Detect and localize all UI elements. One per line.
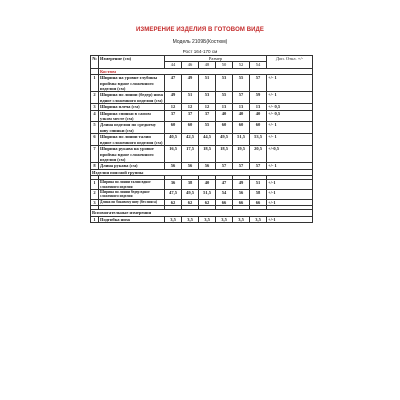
row-value: 49,5 (182, 189, 199, 199)
row-tolerance: +/- 1 (267, 92, 313, 104)
row-value: 12 (182, 104, 199, 110)
table-row (91, 134, 313, 146)
section-title-costume: Костюм (99, 68, 313, 74)
row-measure-label: Ширина рукава на уровне проймы вдное сложенного изделия (см) (99, 146, 165, 163)
row-value: 3,5 (182, 216, 199, 222)
row-tolerance: +/- 1 (267, 75, 313, 92)
row-measure-label: Ширина по линии талии вдное сложенного изделия (99, 180, 165, 190)
row-tolerance: +/- 1 (267, 122, 313, 134)
row-measure-label: Длина изделия по среднему шву спинки (см) (99, 122, 165, 134)
table-row (91, 122, 313, 134)
row-measure-label: Ширина плеча (см) (99, 104, 165, 110)
row-tolerance: +/-1 (267, 216, 313, 222)
row-value: 47 (216, 180, 233, 190)
table-row (91, 146, 313, 163)
row-value: 17,5 (182, 146, 199, 163)
row-value: 36 (165, 180, 182, 190)
row-value: 40,5 (165, 134, 182, 146)
row-value: 66 (216, 199, 233, 205)
row-number: 1 (91, 180, 99, 190)
row-value: 3,5 (165, 216, 182, 222)
row-value: 37 (182, 110, 199, 122)
row-tolerance: +/-1 (267, 189, 313, 199)
row-measure-label: Ширина по линии бедер вдное сложенного изделия (99, 189, 165, 199)
row-number: 3 (91, 104, 99, 110)
row-measure-label: Ширина по линии талии вдное сложенного изделия (см) (100, 134, 163, 145)
row-number: 2 (91, 189, 99, 199)
doc-title: ИЗМЕРЕНИЕ ИЗДЕЛИЯ В ГОТОВОМ ВИДЕ (135, 27, 265, 33)
row-tolerance: +/- 0,5 (267, 104, 313, 110)
row-value: 42,5 (182, 134, 199, 146)
row-value: 18,5 (199, 146, 216, 163)
row-value: 57 (233, 92, 250, 104)
row-value: 16,5 (165, 146, 182, 163)
row-value: 20,5 (250, 146, 267, 163)
row-tolerance: +/-1 (267, 180, 313, 190)
size-cell: 44 (165, 62, 182, 68)
section-row-aux-title: Вспомогательные измерения (91, 210, 313, 216)
row-value: 53 (199, 92, 216, 104)
table-row (91, 189, 313, 199)
row-value: 19,5 (233, 146, 250, 163)
row-value: 40 (216, 110, 233, 122)
section-row-waist-title: Изделия поясной группы (91, 169, 313, 175)
row-value: 51 (250, 180, 267, 190)
row-value: 49 (233, 180, 250, 190)
row-measure-label: Длина рукава (см) (99, 163, 165, 169)
row-value: 60 (233, 122, 250, 134)
row-tolerance: +/- 1 (267, 134, 313, 146)
row-measure-label: Ширина на уровне глубины проймы вдное сложенного изделия (см) (99, 75, 165, 92)
model-label: Модель 2109Б(Костюм) (172, 39, 228, 45)
size-cell: 52 (233, 62, 250, 68)
row-number: 4 (91, 110, 99, 122)
row-value: 37 (165, 110, 182, 122)
row-value: 55 (233, 75, 250, 92)
row-tolerance: +/-1 (267, 199, 313, 205)
row-value: 57 (250, 75, 267, 92)
header-size: Размер (165, 56, 267, 62)
row-value: 18,5 (216, 146, 233, 163)
row-value: 49 (182, 75, 199, 92)
table-row (91, 92, 313, 104)
row-value: 3,5 (199, 216, 216, 222)
size-cell: 48 (199, 62, 216, 68)
row-value: 60 (182, 122, 199, 134)
row-value: 66 (250, 199, 267, 205)
row-value: 38 (182, 180, 199, 190)
row-measure-label: Подгибка низа (99, 216, 165, 222)
row-number: 1 (91, 216, 99, 222)
row-number: 6 (91, 134, 99, 146)
row-value: 51,5 (199, 189, 216, 199)
row-value: 57 (216, 163, 233, 169)
row-value: 13 (233, 104, 250, 110)
size-cell: 50 (216, 62, 233, 68)
row-value: 13 (250, 104, 267, 110)
row-value: 12 (165, 104, 182, 110)
row-value: 66 (233, 199, 250, 205)
row-number: 7 (91, 146, 99, 163)
row-measure-label: Ширина по линии (бедер) низа вдное сложенного изделия (см) (100, 92, 163, 103)
row-value: 57 (250, 163, 267, 169)
row-value: 59 (250, 92, 267, 104)
row-value: 40 (250, 110, 267, 122)
row-measure-label: Ширина спинки в самом узком месте (см) (99, 110, 165, 122)
row-value: 3,5 (216, 216, 233, 222)
row-value: 55 (216, 92, 233, 104)
header-num: № (91, 56, 99, 69)
size-cell: 54 (250, 62, 267, 68)
row-value: 56 (182, 163, 199, 169)
row-number: 2 (91, 92, 99, 104)
header-measure: Измерение (см) (99, 56, 165, 69)
row-value: 40 (199, 180, 216, 190)
row-value: 55 (199, 122, 216, 134)
row-value: 51 (199, 75, 216, 92)
row-value: 57 (233, 163, 250, 169)
row-value: 60 (216, 122, 233, 134)
table-row (91, 216, 313, 222)
row-value: 49 (165, 92, 182, 104)
row-value: 56 (199, 163, 216, 169)
row-value: 37 (199, 110, 216, 122)
row-value: 44,5 (199, 134, 216, 146)
row-tolerance: +/- 1 (267, 163, 313, 169)
size-cell: 46 (182, 62, 199, 68)
row-value: 53 (216, 75, 233, 92)
row-value: 53,5 (250, 134, 267, 146)
row-value: 13 (216, 104, 233, 110)
row-value: 51,5 (233, 134, 250, 146)
row-tolerance: +/- 0,5 (267, 110, 313, 122)
row-value: 47 (165, 75, 182, 92)
row-value: 12 (199, 104, 216, 110)
height-label: Рост 164-170 см (182, 49, 218, 54)
row-value: 51 (182, 92, 199, 104)
row-value: 58 (250, 189, 267, 199)
row-value: 56 (165, 163, 182, 169)
row-number: 5 (91, 122, 99, 134)
row-value: 62 (165, 199, 182, 205)
row-value: 49,5 (216, 134, 233, 146)
row-value: 40 (233, 110, 250, 122)
row-value: 62 (182, 199, 199, 205)
row-number: 1 (91, 75, 99, 92)
row-value: 3,5 (250, 216, 267, 222)
row-value: 47,5 (165, 189, 182, 199)
measurement-table (90, 55, 313, 223)
row-number: 8 (91, 163, 99, 169)
header-tolerance: Доп. Откл. +/- (267, 56, 313, 69)
row-value: 60 (165, 122, 182, 134)
table-row (91, 75, 313, 92)
row-number: 3 (91, 199, 99, 205)
row-value: 3,5 (233, 216, 250, 222)
table-row (91, 180, 313, 190)
row-measure-label: Длина по боковому шву (без пояса) (99, 199, 165, 205)
row-tolerance: +/-0,5 (267, 146, 313, 163)
row-value: 62 (199, 199, 216, 205)
row-value: 54 (216, 189, 233, 199)
table-row (91, 110, 313, 122)
row-value: 60 (250, 122, 267, 134)
row-value: 56 (233, 189, 250, 199)
